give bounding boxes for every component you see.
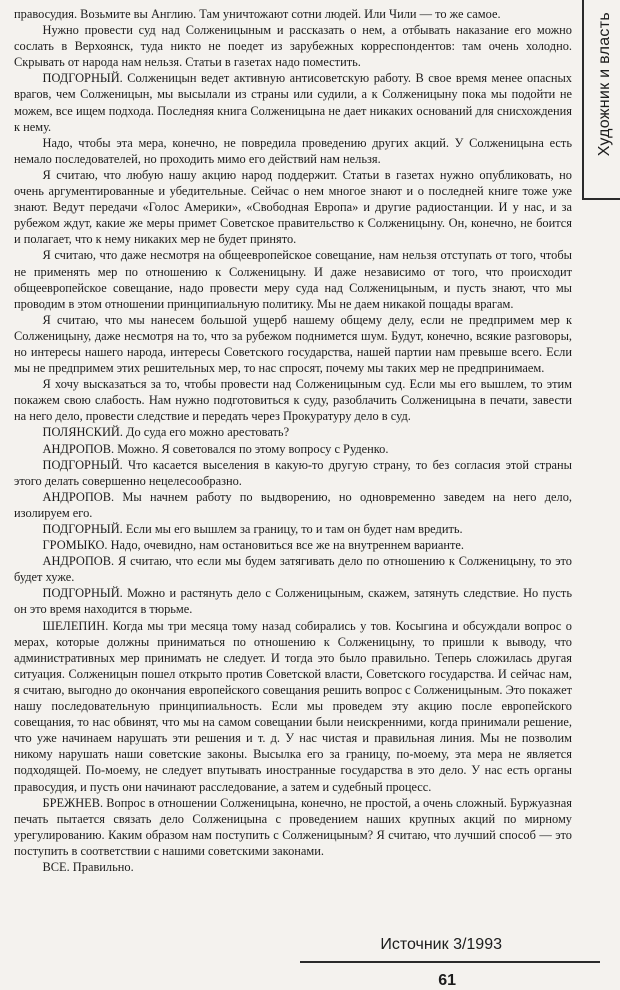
paragraph-podgorny: ПОДГОРНЫЙ. Солженицын ведет активную антисоветскую работу. В свое время менее опасных врагов, чем Солженицын, мы высылали из страны или судили, а к Солженицыну пока мы подойти не можем, все ищем подхода. Последняя книга Солженицына не дает никаких оснований для снисхождения к нему. <box>14 71 572 134</box>
paragraph-brezhnev: БРЕЖНЕВ. Вопрос в отношении Солженицына, конечно, не простой, а очень сложный. Буржуазная печать пытается связать дело Солженицына с проведением наших крупных акций по мирному урегулированию. Каким образом нам поступить с Солженицыным? Я считаю, что лучший способ — это поступить в соответствии с нашими советскими законами. <box>14 795 572 858</box>
paragraph-andropov: АНДРОПОВ. Можно. Я советовался по этому вопросу с Руденко. <box>42 441 389 456</box>
paragraph-podgorny: ПОДГОРНЫЙ. Можно и растянуть дело с Солженицыным, скажем, затянуть следствие. Но пусть он это время находится в тюрьме. <box>14 586 572 617</box>
paragraph-polyansky: ПОЛЯНСКИЙ. До суда его можно арестовать? <box>42 425 290 440</box>
paragraph: Нужно провести суд над Солженицыным и рассказать о нем, а отбывать наказание его можно сослать в Верхоянск, туда никто не поедет из зарубежных корреспондентов: там очень холодно. Скрывать от народа нам нельзя. Статьи в газетах надо поместить. <box>14 23 572 70</box>
source-citation: Источник 3/1993 <box>380 936 502 953</box>
paragraph: Я считаю, что любую нашу акцию народ поддержит. Статьи в газетах нужно опубликовать, но очень аргументированные и убедительные. Сейчас о нем многое знают и о последней книге тоже уже знают. Ведут передачи «Голос Америки», «Свободная Европа» и другие радиостанции. И у нас, и за рубежом ждут, какие же меры примет Советское правительство к Солженицыну. Он, конечно, не боится и полагает, что к нему никаких мер не будет принято. <box>14 167 572 247</box>
paragraph-continuation: правосудия. Возьмите вы Англию. Там уничтожают сотни людей. Или Чили — то же самое. <box>14 7 501 21</box>
paragraph-gromyko: ГРОМЫКО. Надо, очевидно, нам остановиться все же на внутреннем варианте. <box>42 538 464 553</box>
paragraph: Я считаю, что даже несмотря на общеевропейское совещание, нам нельзя отступать от того, чтобы не применять мер по отношению к Солженицыну. И даже независимо от того, что происходит общеевропейское совещание, надо провести меру суда над Солженицыным, и пусть знают, что мы проводим в этом отношении принципиальную политику. Мы не даем никакой пощады врагам. <box>14 248 572 311</box>
paragraph-podgorny: ПОДГОРНЫЙ. Если мы его вышлем за границу, то и там он будет нам вредить. <box>42 522 463 536</box>
paragraph-andropov: АНДРОПОВ. Я считаю, что если мы будем затягивать дело по отношению к Солженицыну, то это будет хуже. <box>14 554 572 585</box>
transcript-text <box>14 6 572 875</box>
page-number: 61 <box>438 972 456 989</box>
paragraph: Надо, чтобы эта мера, конечно, не повредила проведению других акций. У Солженицына есть немало последователей, но проходить мимо его действий нам нельзя. <box>14 135 572 166</box>
paragraph: Я хочу высказаться за то, чтобы провести над Солженицыным суд. Если мы его вышлем, то этим покажем свою слабость. Нам нужно подготовиться к суду, разоблачить Солженицына в печати, завести на него дело, провести следствие и передать через Прокуратуру дело в суд. <box>14 377 572 424</box>
section-spine-box <box>582 0 620 200</box>
footer-rule <box>300 961 600 963</box>
paragraph-podgorny: ПОДГОРНЫЙ. Что касается выселения в какую-то другую страну, то без согласия этой страны этого делать совершенно нецелесообразно. <box>14 457 572 488</box>
section-title: Художник и власть <box>596 12 613 157</box>
paragraph-all: ВСЕ. Правильно. <box>42 859 134 874</box>
paragraph-andropov: АНДРОПОВ. Мы начнем работу по выдворению, но одновременно заведем на него дело, изолируем его. <box>14 489 572 520</box>
paragraph-shelepin: ШЕЛЕПИН. Когда мы три месяца тому назад собирались у тов. Косыгина и обсуждали вопрос о мерах, которые должны приниматься по отношению к Солженицыну, то пришли к выводу, что административных мер принимать не следует. И тогда это было правильно. Теперь сложилась другая ситуация. Солженицын пошел открыто против Советской власти, Советского государства. И сейчас нам, я считаю, выгодно до окончания европейского совещания решить вопрос с Солженицыным. Это покажет нашу последовательную принципиальность. Если мы проведем эту акцию после европейского совещания, то нас обвинят, что мы на самом совещании были неискренними, когда принимали решение, что уже начинаем нарушать эти решения и т. д. У нас чистая и правильная линия. Мы не позволим никому нарушать наши советские законы. Высылка его за границу, по-моему, эта мера не является подходящей. По-моему, не следует впутывать иностранные государства в это дело. У нас есть органы правосудия, и пусть они начинают расследование, а затем и судебный процесс. <box>14 618 572 794</box>
paragraph: Я считаю, что мы нанесем большой ущерб нашему общему делу, если не предпримем мер к Солженицыну, даже несмотря на то, что за рубежом поднимется шум. Будут, конечно, всякие разговоры, но интересы нашего народа, интересы Советского государства, нашей партии нам превыше всего. Если мы не предпримем этих решительных мер, то нас спросят, почему мы таких мер не предпринимаем. <box>14 312 572 376</box>
